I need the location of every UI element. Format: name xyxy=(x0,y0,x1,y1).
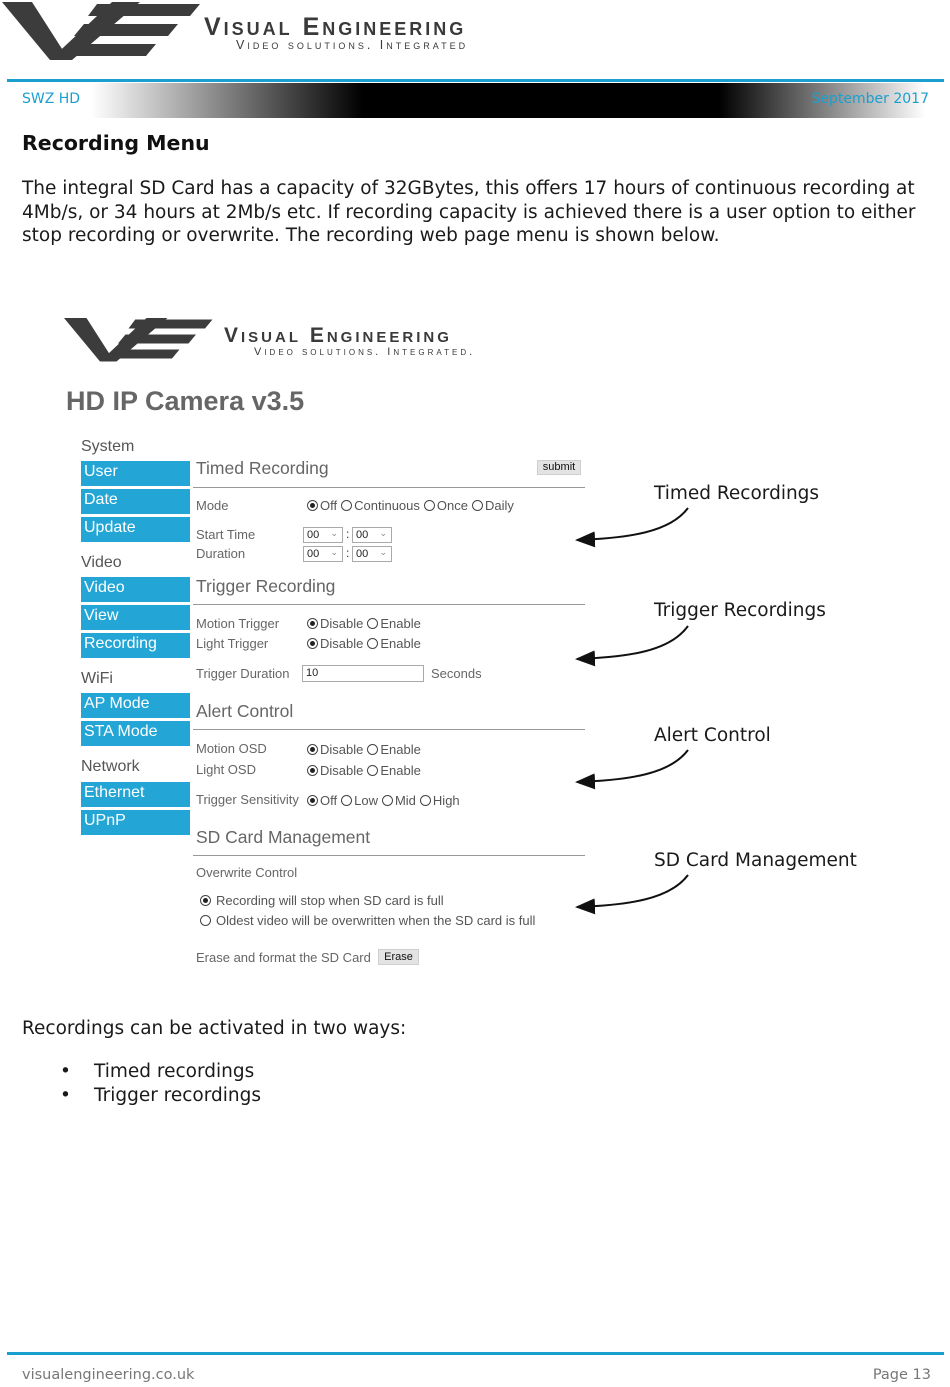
mode-label: Mode xyxy=(196,498,229,513)
duration-label: Duration xyxy=(196,546,246,561)
sd-option-stop-label: Recording will stop when SD card is full xyxy=(216,893,444,908)
annotation-timed-recordings: Timed Recordings xyxy=(654,483,820,504)
timed-recording-title: Timed Recording xyxy=(196,458,329,478)
duration-hour-value: 00 xyxy=(307,548,320,560)
footer-website: visualengineering.co.uk xyxy=(22,1367,195,1383)
doc-date: September 2017 xyxy=(811,91,929,107)
arrow-timed-icon xyxy=(577,508,688,540)
alert-control-title: Alert Control xyxy=(196,701,294,721)
nav-video[interactable]: Video xyxy=(81,577,190,602)
trigger-duration-label: Trigger Duration xyxy=(196,666,290,681)
disable-label: Disable xyxy=(320,742,364,757)
mode-off-label: Off xyxy=(320,498,338,513)
disable-label: Disable xyxy=(320,636,364,651)
list-item xyxy=(60,1060,261,1084)
mode-continuous-label: Continuous xyxy=(354,498,420,513)
nav-view[interactable]: View xyxy=(81,605,190,630)
nav-ethernet[interactable]: Ethernet xyxy=(81,782,190,807)
arrow-trigger-icon xyxy=(577,626,688,659)
intro-line: stop recording or overwrite. The recording web page menu is shown below. xyxy=(22,225,720,246)
mode-once-label: Once xyxy=(436,498,468,513)
nav-ap-mode[interactable]: AP Mode xyxy=(81,693,190,718)
annotation-sd-card-management: SD Card Management xyxy=(654,850,857,871)
start-minute-value: 00 xyxy=(356,529,369,541)
sensitivity-low-label: Low xyxy=(354,793,378,808)
time-separator: : xyxy=(346,527,350,541)
section-title: Recording Menu xyxy=(22,131,210,155)
overwrite-control-label: Overwrite Control xyxy=(196,865,298,880)
erase-button[interactable]: Erase xyxy=(378,949,419,965)
chevron-down-icon: ⌄ xyxy=(379,528,387,538)
intro-line: The integral SD Card has a capacity of 32GBytes, this offers 17 hours of continuous recording at xyxy=(22,178,915,199)
enable-label: Enable xyxy=(380,742,421,757)
list-item-text: Timed recordings xyxy=(94,1061,255,1082)
nav-date[interactable]: Date xyxy=(81,489,190,514)
motion-osd-label: Motion OSD xyxy=(196,741,267,756)
light-osd-label: Light OSD xyxy=(196,762,256,777)
nav-heading-wifi: WiFi xyxy=(81,670,113,687)
sensitivity-high-label: High xyxy=(432,793,460,808)
camera-ui-brand-title: Visual Engineering xyxy=(224,324,452,347)
light-trigger-label: Light Trigger xyxy=(196,636,269,651)
chevron-down-icon: ⌄ xyxy=(379,547,387,557)
trigger-recording-title: Trigger Recording xyxy=(196,576,336,596)
list-item-text: Trigger recordings xyxy=(94,1084,262,1106)
bullet-glyph: • xyxy=(60,1061,71,1082)
mode-daily-label: Daily xyxy=(484,498,514,513)
duration-minute-value: 00 xyxy=(356,548,369,560)
nav-update[interactable]: Update xyxy=(81,517,190,542)
arrow-sd-icon xyxy=(577,875,688,907)
nav-upnp[interactable]: UPnP xyxy=(81,810,190,835)
arrow-alert-icon xyxy=(577,750,688,782)
brand-subtitle: Video solutions. Integrated xyxy=(236,38,469,52)
nav-sta-mode[interactable]: STA Mode xyxy=(81,721,190,746)
footer-rule xyxy=(7,1352,944,1355)
chevron-down-icon: ⌄ xyxy=(330,547,338,557)
ways-lead: Recordings can be activated in two ways: xyxy=(22,1018,407,1039)
intro-line: 4Mb/s, or 34 hours at 2Mb/s etc. If recording capacity is achieved there is a user option to either xyxy=(22,201,916,223)
trigger-sensitivity-label: Trigger Sensitivity xyxy=(196,792,299,807)
annotation-alert-control: Alert Control xyxy=(654,725,771,746)
start-hour-value: 00 xyxy=(307,529,320,541)
footer-page-number: Page 13 xyxy=(872,1367,931,1383)
seconds-label: Seconds xyxy=(431,666,482,681)
nav-heading-network: Network xyxy=(81,758,140,775)
erase-label: Erase and format the SD Card xyxy=(196,950,371,965)
sensitivity-off-label: Off xyxy=(320,793,338,808)
time-separator: : xyxy=(346,546,350,560)
disable-label: Disable xyxy=(320,616,364,631)
annotation-trigger-recordings: Trigger Recordings xyxy=(654,600,826,621)
enable-label: Enable xyxy=(380,763,421,778)
bullet-list xyxy=(60,1060,261,1107)
sd-card-title: SD Card Management xyxy=(196,827,371,847)
start-time-label: Start Time xyxy=(196,527,256,542)
camera-ui-brand-subtitle: Video solutions. Integrated. xyxy=(254,346,476,358)
sd-option-overwrite-label: Oldest video will be overwritten when the SD card is full xyxy=(216,913,536,928)
brand-title: Visual Engineering xyxy=(204,13,467,41)
enable-label: Enable xyxy=(380,636,421,651)
nav-heading-video: Video xyxy=(81,554,122,571)
sensitivity-mid-label: Mid xyxy=(394,793,416,808)
nav-recording[interactable]: Recording xyxy=(81,633,190,658)
enable-label: Enable xyxy=(380,616,421,631)
submit-button[interactable]: submit xyxy=(537,460,581,475)
motion-trigger-label: Motion Trigger xyxy=(196,616,280,631)
disable-label: Disable xyxy=(320,763,364,778)
chevron-down-icon: ⌄ xyxy=(330,528,338,538)
bullet-glyph: • xyxy=(60,1084,71,1106)
list-item xyxy=(60,1084,261,1108)
camera-page-title: HD IP Camera v3.5 xyxy=(66,386,305,416)
trigger-duration-value: 10 xyxy=(306,667,319,679)
nav-heading-system: System xyxy=(81,438,135,455)
nav-user[interactable]: User xyxy=(81,461,190,486)
doc-name: SWZ HD xyxy=(22,91,81,107)
